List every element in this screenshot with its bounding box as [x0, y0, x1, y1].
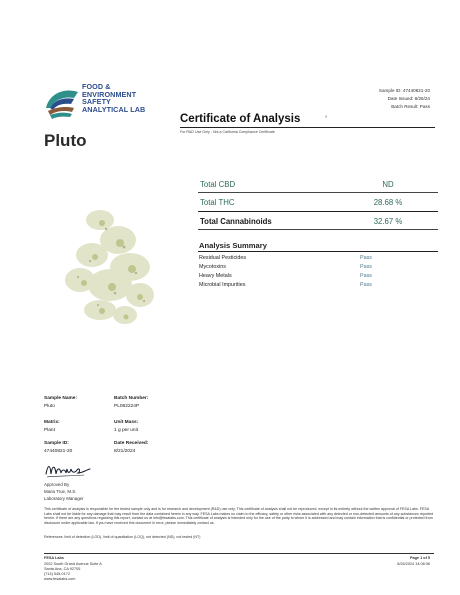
analysis-item-value: Pass [360, 273, 372, 279]
date-received-label: Date Received: [114, 441, 149, 446]
potency-value: ND [382, 180, 394, 189]
sample-id-value: 47440821-20 [44, 449, 73, 454]
batch-number-value: PL082224P [114, 404, 140, 409]
potency-divider [198, 211, 438, 212]
analysis-item-label: Microbial Impurities [199, 282, 246, 288]
lab-name [82, 83, 145, 113]
analysis-item-label: Heavy Metals [199, 273, 232, 279]
footer-address-2: Santa Ana, CA 92705 [44, 567, 81, 571]
disclaimer-text: This certificate of analysis is responsible for the tested sample only and is for research and development (R&D) use only. This certificate of analysis shall not be reproduced, except in its entirety without the written approval of FESA Labs. FESA Labs shall not be liable for any damage that may result from the data contained herein in any way. FESA Labs makes no claim to the efficacy, safety or other risks associated with any detected or non-detected amounts of any substances reported herein. If there are any questions regarding this report, contact us at info@fesalabs.com. This certificate of analysis is intended only for the use of the party to whom it is addressed and may contain information that is confidential or protected from disclosure under applicable law. If you have received this document in error, please immediately contact us. [44, 507, 434, 525]
analysis-item-value: Pass [360, 264, 372, 270]
potency-label: Total THC [200, 198, 235, 207]
analysis-item-label: Residual Pesticides [199, 255, 247, 261]
references-text: References: limit of detection (LOD), limit of quantitation (LOQ), not detected (ND), not tested (NT) [44, 535, 201, 539]
potency-divider [198, 192, 438, 193]
signature-icon [44, 458, 94, 480]
potency-value: 32.67 % [373, 217, 403, 226]
footer-divider [44, 553, 434, 554]
sample-id-label: Sample ID: [44, 441, 69, 446]
footer-address-1: 2002 South Grand Avenue Suite A [44, 562, 102, 566]
potency-label: Total CBD [200, 180, 236, 189]
analysis-item-label: Mycotoxins [199, 264, 226, 270]
approved-by-label: Approved By [44, 482, 70, 487]
matrix-value: Plant [44, 428, 55, 433]
sample-name-label: Sample Name: [44, 396, 78, 401]
potency-row-thc [198, 196, 438, 210]
analysis-summary-title: Analysis Summary [199, 241, 267, 250]
ink-mark: ° [325, 116, 328, 122]
document-title: Certificate of Analysis [180, 113, 301, 125]
analysis-item-value: Pass [360, 282, 372, 288]
potency-row-total [198, 215, 438, 229]
analysis-item-value: Pass [360, 255, 372, 261]
unit-mass-label: Unit Mass: [114, 420, 139, 425]
footer-timestamp: 8/26/2024 14:08:36 [397, 562, 430, 566]
footer-phone: (714) 545-0172 [44, 572, 70, 576]
product-name: Pluto [44, 131, 87, 150]
footer-page-number: Page 1 of 5 [409, 556, 430, 560]
potency-row-cbd [198, 178, 438, 192]
potency-label: Total Cannabinoids [200, 217, 272, 226]
lab-name-line: SAFETY [82, 97, 111, 107]
date-received-value: 8/21/2024 [114, 449, 136, 454]
potency-value: 28.68 % [373, 198, 403, 207]
sample-name-value: Pluto [44, 404, 55, 409]
approver-role: Laboratory Manager [44, 496, 84, 501]
lab-name-line: ANALYTICAL LAB [82, 104, 146, 114]
footer-website: www.fesalabs.com [44, 577, 76, 581]
footer-company: FESA Labs [44, 556, 64, 560]
product-photo [40, 185, 175, 350]
title-divider [180, 127, 435, 128]
header-sample-id: Sample ID: 47440821-20 [378, 88, 430, 93]
batch-number-label: Batch Number: [114, 396, 149, 401]
lab-name-line: FOOD & [82, 82, 111, 91]
unit-mass-value: 1 g per unit [114, 428, 139, 433]
analysis-divider [198, 251, 438, 252]
header-batch-result: Batch Result: Pass [391, 104, 430, 109]
lab-name-line: ENVIRONMENT [82, 89, 137, 99]
document-subtitle: For R&D Use Only - Not a California Compliance Certificate [180, 130, 275, 134]
approver-name: Maria True, M.S. [44, 489, 77, 494]
potency-divider [198, 229, 438, 230]
header-date-issued: Date Issued: 8/26/24 [387, 96, 430, 101]
matrix-label: Matrix: [44, 420, 60, 425]
